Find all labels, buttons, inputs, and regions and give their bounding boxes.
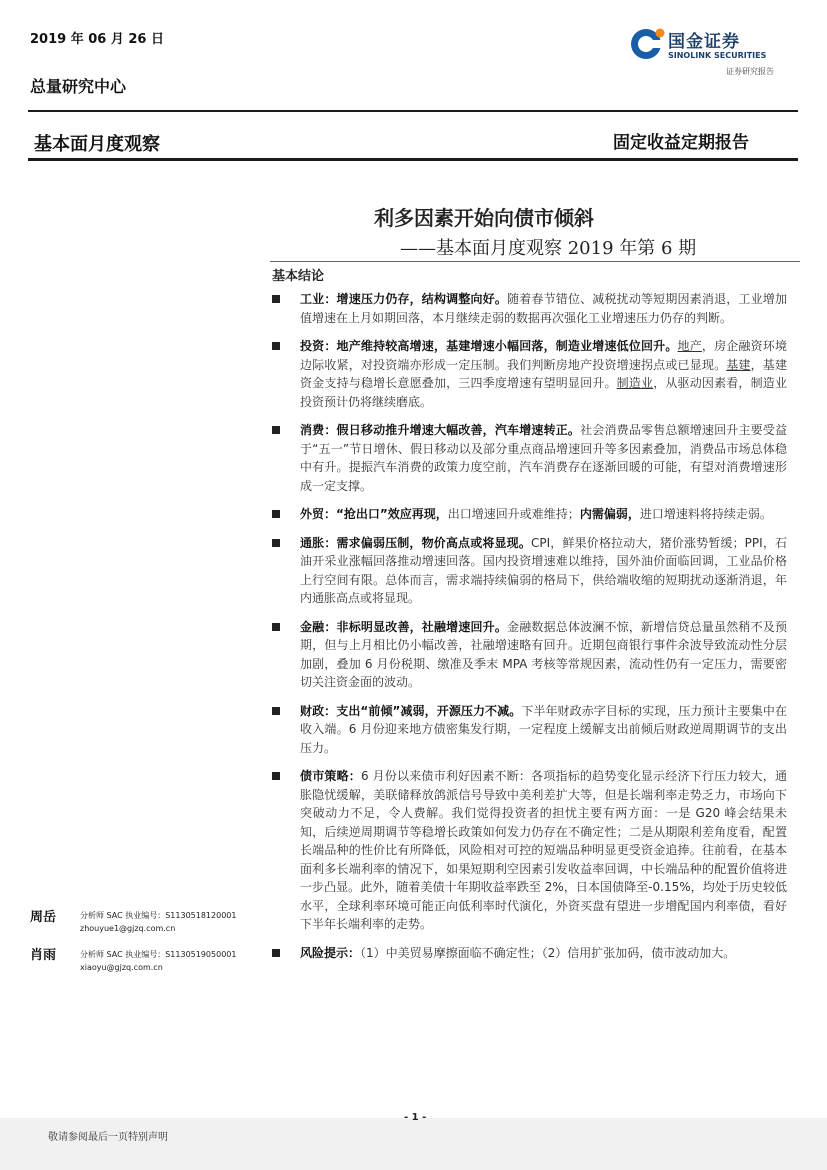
item-headline: 内需偏弱， [579, 507, 640, 521]
item-body: ，房企融资环境边际收紧，对投资端亦形成一定压制。我们判断房地产投资增速拐点或已显现。 [300, 339, 787, 372]
bullet-square-icon [272, 295, 280, 303]
item-key: 通胀： [300, 535, 337, 550]
item-body: 社会消费品零售总额增速回升主要受益于“五一”节日增休、假日移动以及部分重点商品增速回升等多因素叠加，消费品市场总体稳中有升。提振汽车消费的政策力度空前，汽车消费存在逐渐回暖的可能，有望对消费增速形成一定支撑。 [300, 423, 787, 493]
logo-cn-text: 国金证券 [668, 32, 740, 52]
item-key: 金融： [300, 619, 337, 634]
bullet-square-icon [272, 539, 280, 547]
item-body: 6 月份以来债市利好因素不断：各项指标的趋势变化显示经济下行压力较大，通胀隐忧缓解，美联储释放鸽派信号导致中美利差扩大等，但是长端利率走势乏力，市场向下突破动力不足，令人费解。我们觉得投资者的担忧主要有两方面：一是 G20 峰会结果未知，后续逆周期调节等稳增长政策如何发力仍存在不确定性；二是从期限利差角度看，配置长端品种的性价比有所降低，风险相对可控的短端品种明显更受资金追捧。往前看，在基本面利多长端利率的情况下，如果短期利空因素引发收益率回调，中长端品种的配置价值将进一步凸显。此外，随着美债十年期收益率跌至 2%，日本国债降至-0.15%，均处于历史较低水平，全球利率环境可能正向低利率时代演化，外资买盘有望进一步增配国内利率债，看好下半年长端利率的走势。 [300, 769, 787, 931]
list-item [272, 421, 787, 495]
analyst-email[interactable]: zhouyue1@gjzq.com.cn [80, 924, 176, 933]
logo-en-text: SINOLINK SECURITIES [668, 51, 767, 60]
logo-mark-icon [630, 26, 666, 62]
page-number: - 1 - [404, 1112, 427, 1123]
report-type: 固定收益定期报告 [613, 133, 749, 153]
item-headline: 假日移动推升增速大幅改善，汽车增速转正。 [336, 423, 581, 437]
list-item [272, 702, 787, 758]
item-headline: 增速压力仍存，结构调整向好。 [336, 292, 508, 306]
bullet-square-icon [272, 342, 280, 350]
report-title: 利多因素开始向债市倾斜 [374, 206, 594, 230]
item-body: 进口增速料将持续走弱。 [639, 507, 772, 521]
item-headline: 地产维持较高增速，基建增速小幅回落，制造业增速低位回升。 [336, 339, 678, 353]
item-underlined: 制造业 [616, 376, 654, 390]
report-date: 2019 年 06 月 26 日 [30, 32, 164, 47]
item-key: 外贸： [300, 507, 337, 521]
list-item [272, 337, 787, 411]
list-item [272, 505, 787, 524]
item-underlined: 地产 [677, 339, 702, 353]
item-headline: 支出“前倾”减弱，开源压力不减。 [336, 703, 522, 718]
item-key: 风险提示： [300, 945, 361, 960]
item-headline: 非标明显改善，社融增速回升。 [336, 619, 508, 634]
item-key: 投资： [300, 339, 337, 353]
footer-disclaimer: 敬请参阅最后一页特别声明 [48, 1132, 168, 1143]
list-item [272, 534, 787, 608]
item-headline: 需求偏弱压制，物价高点或将显现。 [336, 535, 531, 550]
report-series: 基本面月度观察 [34, 134, 160, 155]
item-key: 财政： [300, 703, 337, 718]
list-item [272, 944, 787, 963]
bullet-square-icon [272, 707, 280, 715]
report-subtitle: ——基本面月度观察 2019 年第 6 期 [400, 238, 697, 259]
bullet-square-icon [272, 426, 280, 434]
item-body: ，基建资金支持与稳增长意愿叠加，三四季度增速有望明显回升。 [300, 357, 787, 390]
item-headline: “抢出口”效应再现， [336, 507, 448, 521]
bullet-square-icon [272, 772, 280, 780]
bullet-square-icon [272, 510, 280, 518]
research-center: 总量研究中心 [30, 77, 127, 96]
item-body: 出口增速回升或难维持； [447, 507, 580, 521]
item-body: 随着春节错位、减税扰动等短期因素消退，工业增加值增速在上月如期回落，本月继续走弱的数据再次强化工业增速压力仍存的判断。 [300, 292, 787, 325]
analyst-credential: 分析师 SAC 执业编号：S1130519050001 [80, 950, 237, 959]
item-body: （1）中美贸易摩擦面临不确定性；（2）信用扩张加码，债市波动加大。 [360, 945, 736, 960]
list-item [272, 767, 787, 934]
analyst-credential: 分析师 SAC 执业编号：S1130518120001 [80, 911, 237, 920]
item-body: ，从驱动因素看，制造业投资预计仍将继续磨底。 [300, 376, 787, 409]
analyst-name: 周岳 [30, 910, 57, 925]
header-divider [28, 110, 798, 112]
conclusion-list [272, 290, 787, 972]
footer-band [0, 1118, 827, 1170]
bullet-square-icon [272, 623, 280, 631]
item-key: 工业： [300, 292, 337, 306]
item-body: 金融数据总体波澜不惊，新增信贷总量虽然稍不及预期，但与上月相比仍小幅改善，社融增速略有回升。近期包商银行事件余波导致流动性分层加剧，叠加 6 月份税期、缴准及季末 MPA 考核等常规因素，流动性仍有一定压力，需要密切关注资金面的波动。 [300, 619, 787, 689]
item-key: 债市策略： [300, 769, 361, 783]
analyst-name: 肖雨 [30, 948, 57, 963]
company-logo [630, 24, 800, 82]
section-label: 基本结论 [272, 269, 325, 284]
list-item [272, 618, 787, 692]
header-thick-divider [28, 158, 798, 161]
list-item [272, 290, 787, 327]
item-body: 下半年财政赤字目标的实现，压力预计主要集中在收入端。6 月份迎来地方债密集发行期，一定程度上缓解支出前倾后财政逆周期调节的支出压力。 [300, 703, 787, 755]
title-divider [270, 261, 800, 262]
logo-sub-text: 证券研究报告 [726, 67, 774, 76]
bullet-square-icon [272, 949, 280, 957]
item-key: 消费： [300, 423, 337, 437]
item-body: CPI，鲜果价格拉动大，猪价涨势暂缓；PPI，石油开采业涨幅回落推动增速回落。国内投资增速难以维持，国外油价面临回调，工业品价格上行空间有限。总体而言，需求端持续偏弱的格局下，供给端收缩的短期扰动逐渐消退，年内通胀高点或将显现。 [300, 535, 787, 605]
item-underlined: 基建 [726, 357, 751, 372]
analyst-email[interactable]: xiaoyu@gjzq.com.cn [80, 963, 163, 972]
